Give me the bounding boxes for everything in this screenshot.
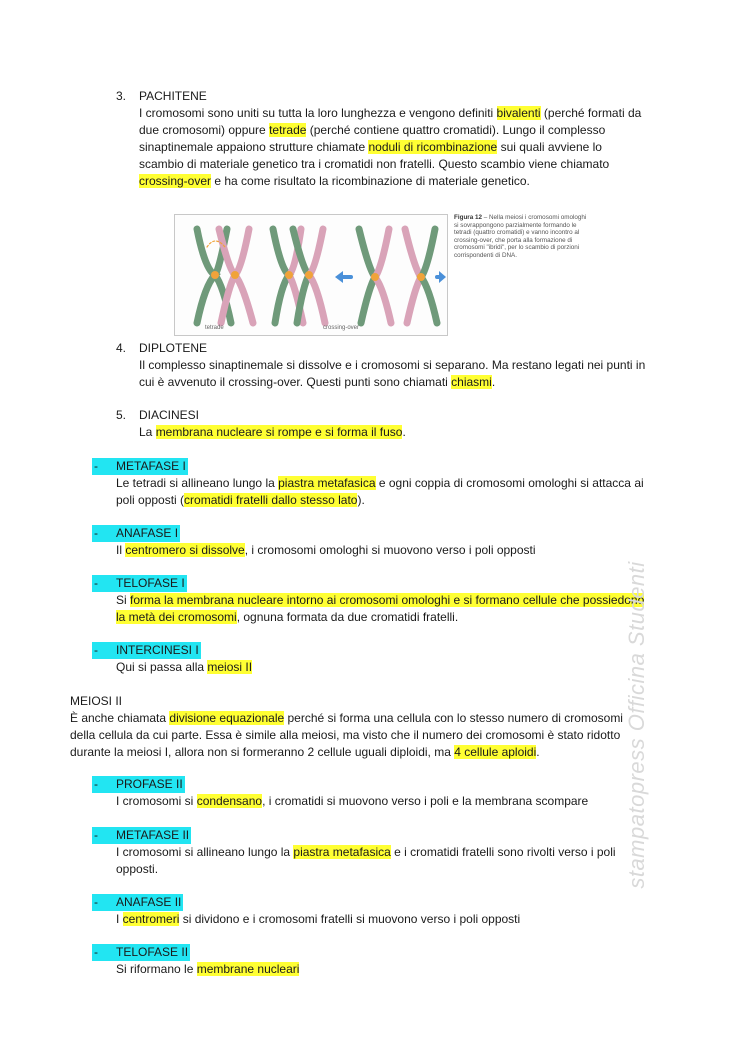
paragraph-line: I centromeri si dividono e i cromosomi fratelli si muovono verso i poli opposti [116,912,521,926]
section-title-meiosi-2: MEIOSI II [70,694,123,708]
highlight: piastra metafasica [293,845,391,859]
paragraph-line: Si forma la membrana nucleare intorno ai cromosomi omologhi e si formano cellule che possiedono [116,593,645,607]
item-number: 5. [116,408,127,422]
paragraph-line: La membrana nucleare si rompe e si forma il fuso. [139,425,406,439]
bullet-dash: - [92,575,120,592]
section-title-profase-2: PROFASE II [116,777,183,791]
highlight: divisione equazionale [169,711,285,725]
paragraph-line: Le tetradi si allineano lungo la piastra metafasica e ogni coppia di cromosomi omologhi si attacca ai [116,476,644,490]
section-title-anafase-1: ANAFASE I [116,526,179,540]
highlight: condensano [196,794,263,808]
highlight: bivalenti [496,106,541,120]
paragraph-line: la metà dei cromosomi, ognuna formata da due cromatidi fratelli. [116,610,459,624]
bullet-dash: - [92,458,120,475]
paragraph-line: I cromosomi sono uniti su tutta la loro lunghezza e vengono definiti bivalenti (perché formati da [139,106,642,120]
figure-label: tetrade [205,325,224,331]
chromosome-illustration [174,214,448,336]
item-number: 4. [116,341,127,355]
bullet-dash: - [92,642,120,659]
paragraph-line: durante la meiosi I, allora non si formeranno 2 cellule uguali diploidi, ma 4 cellule aploidi. [70,745,540,759]
paragraph-line: della cellula da cui parte. Essa è simile alla meiosi, ma visto che il numero dei cromosomi è stato ridotto [70,728,621,742]
section-title-metafase-2: METAFASE II [116,828,190,842]
highlight: membrane nucleari [196,962,300,976]
paragraph-line: Il complesso sinaptinemale si dissolve e i cromosomi si separano. Ma restano legati nei punti in [139,358,646,372]
highlight: crossing-over [139,174,212,188]
section-title-anafase-2: ANAFASE II [116,895,182,909]
highlight: noduli di ricombinazione [368,140,498,154]
paragraph-line: crossing-over e ha come risultato la ricombinazione di materiale genetico. [139,174,530,188]
figure-label: crossing-over [323,325,360,331]
paragraph-line: opposti. [116,862,159,876]
figure-caption: Figura 12 – Nella meiosi i cromosomi omologhi si sovrappongono parzialmente formando le tetradi (quattro cromatidi) e vanno incontro al crossing-over, che porta alla formazione di cromosomi "ibridi", per lo scambio di porzioni corrispondenti di DNA. [454,214,587,259]
paragraph-line: poli opposti (cromatidi fratelli dallo stesso lato). [116,493,365,507]
paragraph-line: Qui si passa alla meiosi II [116,660,253,674]
section-title-pachitene: PACHITENE [139,89,207,103]
highlight: centromero si dissolve [125,543,245,557]
paragraph-line: cui è avvenuto il crossing-over. Questi punti sono chiamati chiasmi. [139,375,496,389]
highlight: meiosi II [207,660,253,674]
highlight: forma la membrana nucleare intorno ai cromosomi omologhi e si formano cellule che possiedono [130,593,645,607]
highlight: piastra metafasica [278,476,376,490]
bullet-dash: - [92,827,120,844]
highlight: chiasmi [451,375,492,389]
section-title-telofase-1: TELOFASE I [116,576,185,590]
section-title-diplotene: DIPLOTENE [139,341,208,355]
section-title-diacinesi: DIACINESI [139,408,200,422]
section-title-intercinesi: INTERCINESI I [116,643,199,657]
paragraph-line: scambio di materiale genetico tra i cromatidi non fratelli. Questo scambio viene chiamato [139,157,610,171]
paragraph-line: I cromosomi si allineano lungo la piastra metafasica e i cromatidi fratelli sono rivolti verso i poli [116,845,616,859]
bullet-dash: - [92,944,120,961]
bullet-dash: - [92,776,120,793]
highlight: membrana nucleare si rompe e si forma il fuso [155,425,403,439]
item-number: 3. [116,89,127,103]
highlight: 4 cellule aploidi [454,745,537,759]
paragraph-line: Si riformano le membrane nucleari [116,962,300,976]
paragraph-line: È anche chiamata divisione equazionale perché si forma una cellula con lo stesso numero di cromosomi [70,711,623,725]
chromosome-drawing [175,215,447,335]
watermark: stampatopress Officina Studenti [624,561,649,889]
highlight: tetrade [269,123,307,137]
paragraph-line: due cromosomi) oppure tetrade (perché contiene quattro cromatidi). Lungo il complesso [139,123,606,137]
figure-crossing-over [166,208,596,338]
highlight: centromeri [122,912,180,926]
highlight: la metà dei cromosomi [116,610,237,624]
paragraph-line: I cromosomi si condensano, i cromatidi si muovono verso i poli e la membrana scompare [116,794,589,808]
bullet-dash: - [92,894,120,911]
paragraph-line: Il centromero si dissolve, i cromosomi omologhi si muovono verso i poli opposti [116,543,536,557]
highlight: cromatidi fratelli dallo stesso lato [184,493,358,507]
section-title-metafase-1: METAFASE I [116,459,186,473]
paragraph-line: sinaptinemale appaiono strutture chiamate noduli di ricombinazione sui quali avviene lo [139,140,602,154]
section-title-telofase-2: TELOFASE II [116,945,189,959]
bullet-dash: - [92,525,120,542]
